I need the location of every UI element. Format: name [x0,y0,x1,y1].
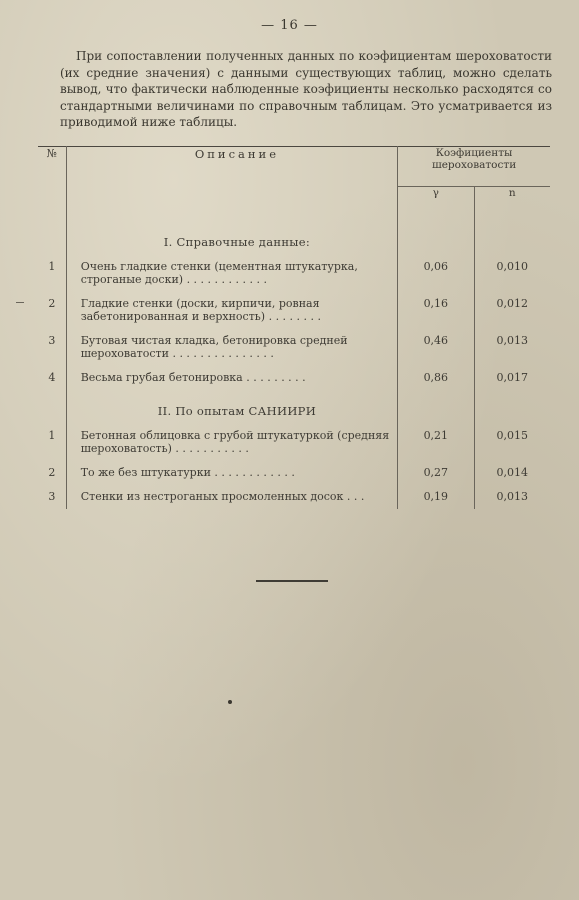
row-n: 0,013 [474,485,550,509]
row-description [66,366,397,390]
table-body [38,221,550,509]
intro-paragraph: При сопоставлении полученных данных по коэфициентам шероховатости (их средние значения) с данными существующих таблиц, можно сделать вывод, что фактически наблюденные коэфициенты несколько расходятся со стандартными величинами по справочным таблицам. Это усматривается из приводимой ниже таблицы. [60,49,552,129]
section-row [38,390,550,424]
row-description-text: Бутовая чистая кладка, бетонировка средней шероховатости . . . . . . . . . . . . . . . [80,334,348,360]
row-n: 0,010 [474,255,550,292]
row-description [66,329,397,366]
row-gamma: 0,16 [398,292,474,329]
row-gamma: 0,46 [398,329,474,366]
row-description-text: Стенки из нестроганых просмоленных досок . . . [80,490,365,503]
row-number: 2 [48,466,56,479]
row-description [66,485,397,509]
table-row [38,329,550,366]
row-gamma: 0,19 [398,485,474,509]
row-description-text: Бетонная облицовка с грубой штукатуркой (средняя шероховатость) . . . . . . . . . . . [80,429,390,455]
row-gamma: 0,21 [398,424,474,461]
header-gamma: γ [398,187,474,222]
row-n: 0,017 [474,366,550,390]
roughness-table [38,146,550,509]
table-row [38,292,550,329]
header-number: № [46,147,58,160]
header-coefficients: Коэфициенты шероховатости [398,147,550,187]
row-gamma: 0,27 [398,461,474,485]
row-number: 3 [48,334,56,347]
row-number: 4 [48,371,56,384]
row-n: 0,013 [474,329,550,366]
row-description-text: Очень гладкие стенки (цементная штукатурка, строганые доски) . . . . . . . . . . . . [80,260,358,286]
row-gamma: 0,06 [398,255,474,292]
header-n: n [474,187,550,222]
row-number: 1 [48,429,56,442]
table-row [38,461,550,485]
row-number: 3 [48,490,56,503]
row-description [66,255,397,292]
closing-rule [256,580,328,582]
row-description-text: Весьма грубая бетонировка . . . . . . . . . [80,371,306,384]
row-number: 1 [48,260,56,273]
row-gamma: 0,86 [398,366,474,390]
table-row [38,255,550,292]
table-row [38,366,550,390]
row-n: 0,014 [474,461,550,485]
page-number: — 16 — [261,18,318,33]
table-row [38,485,550,509]
header-description: Описание [66,147,397,222]
table-header-row [38,147,550,187]
row-number: 2 [48,297,56,310]
section-title: II. По опытам САНИИРИ [66,390,397,424]
section-title: I. Справочные данные: [66,221,397,255]
row-description [66,461,397,485]
row-description [66,424,397,461]
row-n: 0,015 [474,424,550,461]
margin-mark [16,302,24,303]
row-description-text: Гладкие стенки (доски, кирпичи, ровная забетонированная и верхность) . . . . . . . . [80,297,322,323]
row-description [66,292,397,329]
ink-speck [228,700,232,704]
section-row [38,221,550,255]
row-description-text: То же без штукатурки . . . . . . . . . . . . [80,466,295,479]
table-row [38,424,550,461]
row-n: 0,012 [474,292,550,329]
